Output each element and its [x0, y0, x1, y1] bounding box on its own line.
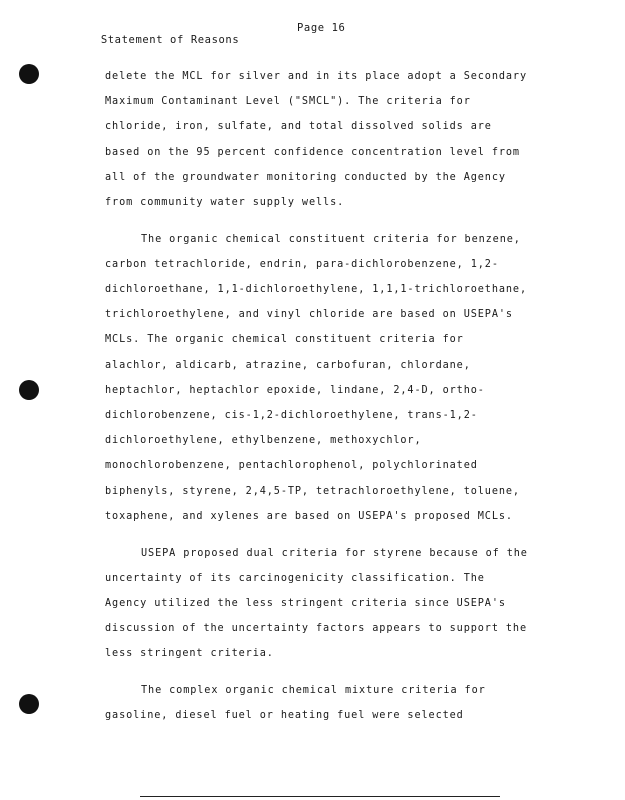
paragraph	[105, 678, 550, 728]
document-title: Statement of Reasons	[100, 34, 240, 46]
document-body	[105, 64, 550, 728]
text-line: biphenyls, styrene, 2,4,5-TP, tetrachloroethylene, toluene,	[105, 485, 520, 497]
text-line: MCLs. The organic chemical constituent criteria for	[105, 334, 464, 346]
text-line: heptachlor, heptachlor epoxide, lindane, 2,4-D, ortho-	[105, 384, 485, 396]
text-line: carbon tetrachloride, endrin, para-dichlorobenzene, 1,2-	[105, 258, 499, 270]
text-line: delete the MCL for silver and in its place adopt a Secondary	[105, 71, 528, 82]
text-line: The complex organic chemical mixture criteria for	[141, 685, 486, 697]
footer-rule	[140, 796, 500, 797]
text-line: Maximum Contaminant Level ("SMCL"). The criteria for	[105, 96, 471, 108]
paragraph	[105, 227, 550, 529]
paragraph	[105, 541, 550, 667]
binder-hole-bottom	[19, 694, 39, 714]
text-line: less stringent criteria.	[105, 648, 274, 660]
text-line: dichlorobenzene, cis-1,2-dichloroethylene, trans-1,2-	[105, 410, 478, 422]
text-line: dichloroethylene, ethylbenzene, methoxychlor,	[105, 435, 422, 447]
text-line: gasoline, diesel fuel or heating fuel were selected	[105, 710, 464, 722]
text-line: monochlorobenzene, pentachlorophenol, polychlorinated	[105, 460, 478, 472]
text-line: from community water supply wells.	[105, 196, 345, 208]
text-line: all of the groundwater monitoring conducted by the Agency	[105, 171, 506, 183]
paragraph	[105, 64, 550, 215]
binder-hole-top	[19, 64, 39, 84]
text-line: trichloroethylene, and vinyl chloride are based on USEPA's	[105, 309, 513, 321]
text-line: alachlor, aldicarb, atrazine, carbofuran, chlordane,	[105, 359, 471, 371]
text-line: uncertainty of its carcinogenicity classification. The	[105, 572, 485, 584]
text-line: toxaphene, and xylenes are based on USEPA's proposed MCLs.	[105, 510, 513, 522]
page-header	[87, 22, 346, 58]
text-line: The organic chemical constituent criteria for benzene,	[141, 233, 521, 245]
binder-hole-middle	[19, 380, 39, 400]
text-line: chloride, iron, sulfate, and total dissolved solids are	[105, 121, 492, 133]
text-line: dichloroethane, 1,1-dichloroethylene, 1,1,1-trichloroethane,	[105, 284, 528, 296]
text-line: Agency utilized the less stringent criteria since USEPA's	[105, 597, 506, 609]
page-number: Page 16	[297, 22, 346, 34]
text-line: USEPA proposed dual criteria for styrene because of the	[141, 547, 528, 559]
text-line: discussion of the uncertainty factors appears to support the	[105, 623, 528, 635]
text-line: based on the 95 percent confidence concentration level from	[105, 146, 520, 158]
